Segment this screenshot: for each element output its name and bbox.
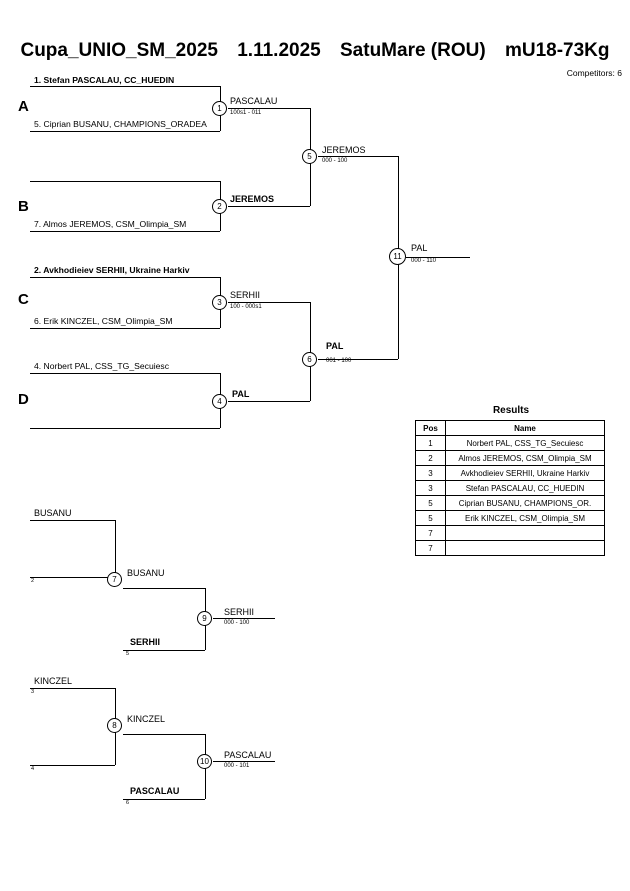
bracket-line	[30, 373, 220, 374]
result-pos: 7	[416, 541, 446, 556]
match-3-winner: SERHII	[230, 290, 261, 300]
group-label-c: C	[18, 291, 29, 308]
match-9-score: 000 - 100	[224, 620, 250, 626]
bracket-line	[30, 577, 115, 578]
competitors-count: Competitors: 6	[566, 68, 622, 78]
match-number-1: 1	[212, 101, 227, 116]
match-5-winner: JEREMOS	[322, 145, 366, 155]
match-8-top-seed: 3	[31, 689, 35, 695]
match-8-bottom-seed: 4	[31, 766, 35, 772]
table-row	[416, 436, 605, 451]
column-header-pos: Pos	[416, 421, 446, 436]
entry-7: 7. Almos JEREMOS, CSM_Olimpia_SM	[34, 219, 187, 229]
bracket-line	[123, 650, 205, 651]
match-number-4: 4	[212, 394, 227, 409]
entry-2: 2. Avkhodieiev SERHII, Ukraine Harkiv	[34, 265, 190, 275]
match-3-score: 100 - 000s1	[230, 304, 262, 310]
event-place: SatuMare (ROU)	[340, 40, 486, 61]
results-table	[415, 420, 605, 556]
match-10-bottom-name: PASCALAU	[130, 786, 180, 796]
result-name: Almos JEREMOS, CSM_Olimpia_SM	[446, 451, 605, 466]
bracket-line	[123, 588, 205, 589]
match-1-score: 100s1 - 011	[230, 110, 262, 116]
match-5-score: 000 - 100	[322, 158, 348, 164]
match-8-winner: KINCZEL	[127, 714, 166, 724]
bracket-line	[115, 520, 116, 577]
match-7-bottom-seed: 2	[31, 578, 35, 584]
column-header-name: Name	[446, 421, 605, 436]
event-category: mU18-73Kg	[504, 40, 610, 61]
entry-1: 1. Stefan PASCALAU, CC_HUEDIN	[34, 75, 175, 85]
match-1-winner: PASCALAU	[230, 96, 278, 106]
entry-4: 4. Norbert PAL, CSS_TG_Secuiesc	[34, 361, 170, 371]
match-number-2: 2	[212, 199, 227, 214]
bracket-line	[318, 156, 398, 157]
bracket-line	[123, 799, 205, 800]
group-label-d: D	[18, 391, 29, 408]
match-number-11: 11	[389, 248, 406, 265]
table-row	[416, 466, 605, 481]
match-number-8: 8	[107, 718, 122, 733]
bracket-line	[30, 277, 220, 278]
bracket-line	[30, 328, 220, 329]
table-row	[416, 526, 605, 541]
match-10-bottom-seed: 6	[126, 800, 130, 806]
bracket-line	[213, 618, 275, 619]
result-pos: 5	[416, 511, 446, 526]
result-name: Stefan PASCALAU, CC_HUEDIN	[446, 481, 605, 496]
result-pos: 3	[416, 466, 446, 481]
match-number-10: 10	[197, 754, 212, 769]
match-number-5: 5	[302, 149, 317, 164]
group-label-b: B	[18, 198, 29, 215]
match-number-6: 6	[302, 352, 317, 367]
match-8-top-name: KINCZEL	[34, 676, 73, 686]
match-7-winner: BUSANU	[127, 568, 165, 578]
match-9-winner: SERHII	[224, 607, 255, 617]
bracket-line	[30, 688, 115, 689]
result-pos: 3	[416, 481, 446, 496]
bracket-line	[30, 181, 220, 182]
match-number-7: 7	[107, 572, 122, 587]
bracket-line	[30, 231, 220, 232]
match-number-3: 3	[212, 295, 227, 310]
result-name: Norbert PAL, CSS_TG_Secuiesc	[446, 436, 605, 451]
bracket-line	[30, 86, 220, 87]
match-9-bottom-seed: 5	[126, 651, 130, 657]
match-10-score: 000 - 101	[224, 763, 250, 769]
result-pos: 2	[416, 451, 446, 466]
result-pos: 1	[416, 436, 446, 451]
result-name: Erik KINCZEL, CSM_Olimpia_SM	[446, 511, 605, 526]
result-name	[446, 526, 605, 541]
bracket-line	[228, 401, 310, 402]
bracket-line	[228, 206, 310, 207]
table-row	[416, 541, 605, 556]
result-pos: 5	[416, 496, 446, 511]
match-10-winner: PASCALAU	[224, 750, 272, 760]
table-row	[416, 481, 605, 496]
match-11-winner: PAL	[411, 243, 428, 253]
table-row	[416, 496, 605, 511]
match-6-score: 001 - 100	[326, 358, 352, 364]
result-name	[446, 541, 605, 556]
page-title	[0, 40, 630, 62]
event-date: 1.11.2025	[237, 40, 321, 61]
bracket-line	[123, 734, 205, 735]
results-title: Results	[492, 405, 530, 416]
table-row	[416, 451, 605, 466]
match-9-bottom-name: SERHII	[130, 637, 161, 647]
entry-5: 5. Ciprian BUSANU, CHAMPIONS_ORADEA	[34, 119, 207, 129]
result-pos: 7	[416, 526, 446, 541]
match-6-winner: PAL	[326, 341, 344, 351]
group-label-a: A	[18, 98, 29, 115]
result-name: Avkhodieiev SERHII, Ukraine Harkiv	[446, 466, 605, 481]
event-name: Cupa_UNIO_SM_2025	[20, 40, 218, 61]
bracket-line	[30, 131, 220, 132]
match-number-9: 9	[197, 611, 212, 626]
bracket-line	[30, 520, 115, 521]
match-11-score: 000 - 110	[411, 258, 436, 264]
match-2-winner: JEREMOS	[230, 194, 275, 204]
bracket-line	[228, 302, 310, 303]
match-7-top-name: BUSANU	[34, 508, 72, 518]
results-panel	[415, 405, 607, 556]
table-row	[416, 511, 605, 526]
bracket-line	[30, 765, 115, 766]
table-header-row	[416, 421, 605, 436]
match-4-winner: PAL	[232, 389, 250, 399]
bracket-line	[213, 761, 275, 762]
entry-6: 6. Erik KINCZEL, CSM_Olimpia_SM	[34, 316, 173, 326]
bracket-line	[30, 428, 220, 429]
result-name: Ciprian BUSANU, CHAMPIONS_OR.	[446, 496, 605, 511]
bracket-line	[228, 108, 310, 109]
